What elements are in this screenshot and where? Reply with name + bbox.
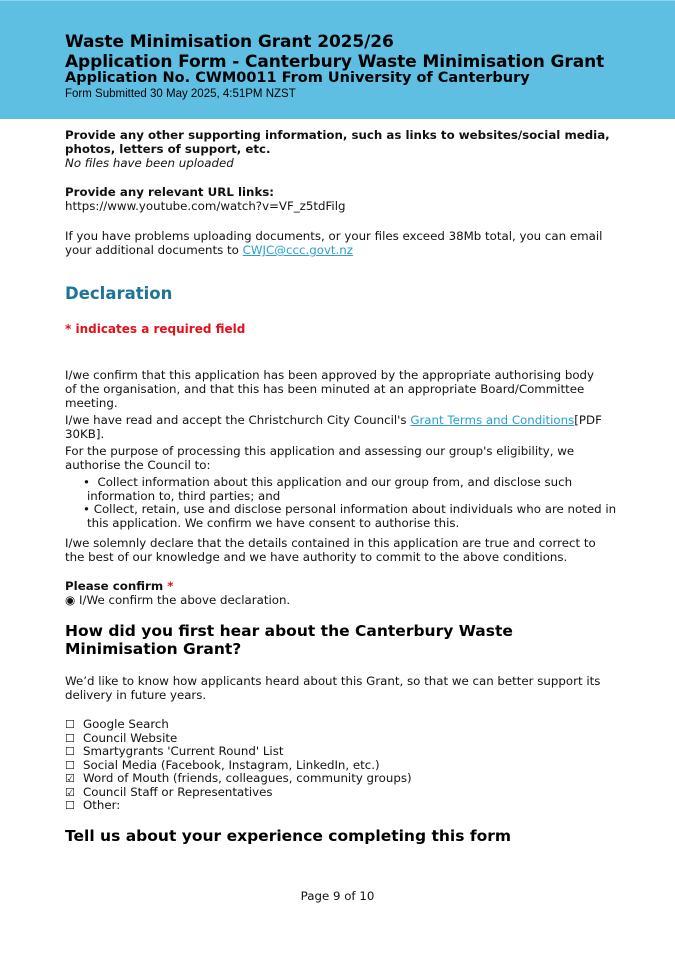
checkbox-checked-icon[interactable]: ☑ xyxy=(65,772,75,785)
bullet-item-2: • Collect, retain, use and disclose personal information about individuals who are noted in xyxy=(83,502,617,516)
experience-heading: Tell us about your experience completing this form xyxy=(65,827,512,845)
declaration-para3-line2: authorise the Council to: xyxy=(65,458,211,472)
hear-about-intro-line1: We’d like to know how applicants heard about this Grant, so that we can better support its xyxy=(65,674,601,688)
bullet-icon: • xyxy=(83,502,94,516)
submitted-timestamp: Form Submitted 30 May 2025, 4:51PM NZST xyxy=(65,88,296,100)
option-council-staff[interactable]: ☑ Council Staff or Representatives xyxy=(65,785,273,799)
confirm-radio-option[interactable]: ◉ I/We confirm the above declaration. xyxy=(65,593,291,607)
checkbox-unchecked-icon[interactable]: ☐ xyxy=(65,799,75,812)
para2-suffix: [PDF xyxy=(574,413,602,427)
option-smartygrants-list[interactable]: ☐ Smartygrants 'Current Round' List xyxy=(65,744,284,758)
url-links-value: https://www.youtube.com/watch?v=VF_z5tdFilg xyxy=(65,199,346,213)
declaration-para4-line1: I/we solemnly declare that the details contained in this application are true and correct to xyxy=(65,536,596,550)
upload-help-prefix: your additional documents to xyxy=(65,243,243,257)
declaration-heading: Declaration xyxy=(65,284,173,303)
page-header xyxy=(0,0,675,119)
radio-selected-icon[interactable]: ◉ xyxy=(65,593,76,607)
hear-about-heading-line1: How did you first hear about the Canterbury Waste xyxy=(65,622,513,640)
declaration-para2-line1 xyxy=(65,413,602,427)
declaration-para3-line1: For the purpose of processing this application and assessing our group's eligibility, we xyxy=(65,444,575,458)
checkbox-unchecked-icon[interactable]: ☐ xyxy=(65,718,75,731)
option-google-search[interactable]: ☐ Google Search xyxy=(65,717,169,731)
supporting-info-value: No files have been uploaded xyxy=(65,156,234,170)
form-title: Application Form - Canterbury Waste Minimisation Grant xyxy=(65,52,605,72)
option-social-media[interactable]: ☐ Social Media (Facebook, Instagram, LinkedIn, etc.) xyxy=(65,758,380,772)
grant-title: Waste Minimisation Grant 2025/26 xyxy=(65,32,394,52)
bullet-item-1-line2: information to, third parties; and xyxy=(87,489,281,503)
page-number: Page 9 of 10 xyxy=(300,889,375,903)
grant-terms-link[interactable]: Grant Terms and Conditions xyxy=(410,413,575,427)
declaration-para1-line3: meeting. xyxy=(65,396,118,410)
declaration-para4-line2: the best of our knowledge and we have authority to commit to the above conditions. xyxy=(65,550,568,564)
para2-prefix: I/we have read and accept the Christchurch City Council's xyxy=(65,413,411,427)
supporting-info-label-line1: Provide any other supporting information, such as links to websites/social media, xyxy=(65,128,610,142)
option-council-website[interactable]: ☐ Council Website xyxy=(65,731,178,745)
url-links-label: Provide any relevant URL links: xyxy=(65,185,275,199)
upload-help-line1: If you have problems uploading documents, or your files exceed 38Mb total, you can email xyxy=(65,229,603,243)
checkbox-unchecked-icon[interactable]: ☐ xyxy=(65,745,75,758)
declaration-para1-line2: of the organisation, and that this has been minuted at an appropriate Board/Committee xyxy=(65,382,585,396)
please-confirm-label: Please confirm * xyxy=(65,579,174,593)
application-number: Application No. CWM0011 From University of Canterbury xyxy=(65,70,530,86)
upload-help-line2 xyxy=(65,243,353,257)
email-link[interactable]: CWJC@ccc.govt.nz xyxy=(242,243,353,257)
declaration-para2-line2: 30KB]. xyxy=(65,427,105,441)
required-asterisk: * xyxy=(167,579,174,593)
bullet-item-2-line2: this application. We confirm we have consent to authorise this. xyxy=(87,516,460,530)
hear-about-heading-line2: Minimisation Grant? xyxy=(65,640,242,658)
checkbox-unchecked-icon[interactable]: ☐ xyxy=(65,732,75,745)
supporting-info-label-line2: photos, letters of support, etc. xyxy=(65,142,271,156)
checkbox-unchecked-icon[interactable]: ☐ xyxy=(65,759,75,772)
bullet-icon: • xyxy=(83,475,98,489)
checkbox-checked-icon[interactable]: ☑ xyxy=(65,786,75,799)
option-word-of-mouth[interactable]: ☑ Word of Mouth (friends, colleagues, community groups) xyxy=(65,771,412,785)
hear-about-intro-line2: delivery in future years. xyxy=(65,688,207,702)
option-other[interactable]: ☐ Other: xyxy=(65,798,121,812)
required-field-note: * indicates a required field xyxy=(65,322,246,336)
bullet-item-1: • Collect information about this application and our group from, and disclose such xyxy=(83,475,573,489)
declaration-para1-line1: I/we confirm that this application has been approved by the appropriate authorising body xyxy=(65,368,595,382)
